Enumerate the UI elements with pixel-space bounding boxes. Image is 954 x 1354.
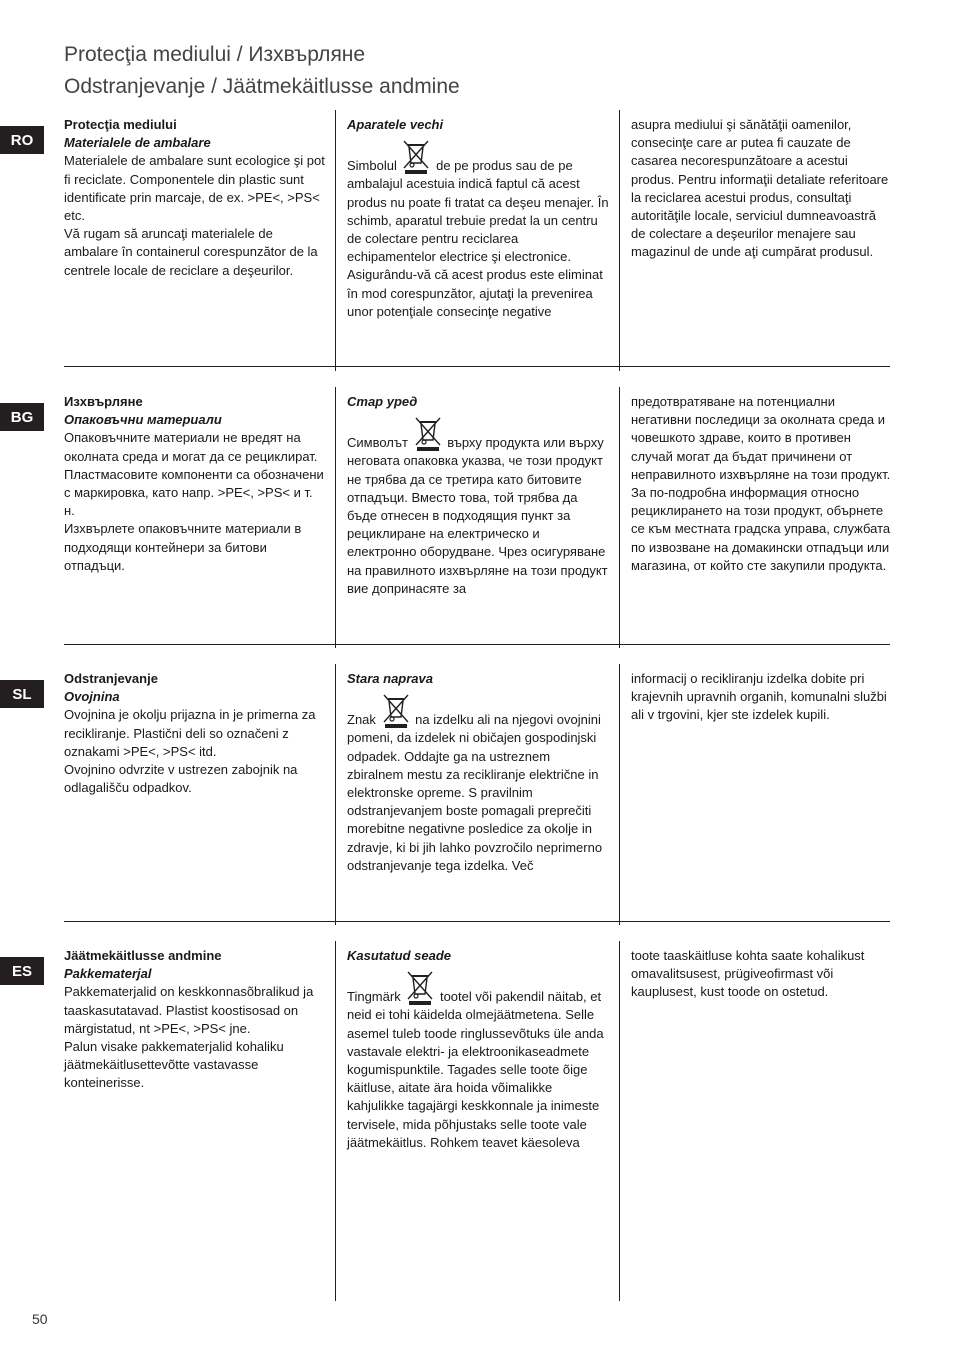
packaging-heading: Pakkematerjal (64, 966, 152, 982)
section-bg (0, 393, 954, 670)
crossed-out-wheelie-bin-icon (413, 415, 443, 451)
old-device-text-before-icon: Символът (347, 435, 408, 451)
continuation-paragraph: предотвратяване на потенциални негативни последици за околната среда и човешкото здраве, които в противен случай могат да бъдат причинени от неправилното изхвърляне на този продукт. За по-подробна информация относно рециклирането на този продукт, обърнете се към местната градска управа, службата по извозване на домакински отпадъци или магазина, от който сте закупили продукта. (631, 394, 891, 573)
section-ro (0, 116, 954, 393)
packaging-paragraph: Vă rugam să aruncaţi materialele de ambalare în containerul corespunzător de la centrele locale de reciclare a deşeurilor. (64, 226, 318, 278)
section-divider (64, 921, 890, 922)
old-device-paragraph (347, 969, 609, 1152)
old-device-heading: Stara naprava (347, 671, 433, 686)
old-device-column (347, 947, 609, 1152)
language-tab-bg: BG (0, 403, 44, 431)
section-title: Odstranjevanje (64, 671, 158, 686)
old-device-heading: Kasutatud seade (347, 948, 452, 963)
old-device-text-after-icon: de pe produs sau de pe ambalajul acestuia indică faptul că acest produs nu poate fi tratat ca deşeu menajer. În schimb, aparatul trebuie predat la un centru de colectare pentru reciclarea echipamentelor electrice şi electronice. Asigurându-vă că acest produs este eliminat în mod corespunzător, ajutaţi la prevenirea unor potenţiale consecinţe negative (347, 158, 609, 319)
packaging-paragraph: Pakkematerjalid on keskkonnasõbralikud ja taaskasutatavad. Plastist koostisosad on märgistatud, nt >PE<, >PS< jne. (64, 984, 314, 1036)
old-device-text-after-icon: tootel või pakendil näitab, et neid ei tohi käidelda olmejäätmetena. Selle asemel tuleb toode ringlussevõtuks üle anda vastavale elektri- ja elektroonikaseadmete kogumispunktile. Tagades selle toote õige käitluse, aitate ära hoida võimalikke kahjulikke tagajärgi keskkonnale ja inimeste tervisele, mida põhjustaks selle toote vale jäätmekäitlus. Rohkem teavet käesoleva (347, 989, 604, 1150)
page-title-line-1: Protecţia mediului / Изхвърляне (64, 43, 366, 66)
old-device-text-after-icon: na izdelku ali na njegovi ovojnini pomeni, da izdelek ni običajen gospodinjski odpadek. Oddajte ga na ustreznem zbiralnem mestu za recikliranje električne in elektronske opreme. S pravilnim odstranjevanjem boste pomagali preprečiti morebitne negativne posledice za okolje in zdravje, ki bi jih lahko povzročilo neprimerno odstranjevanje tega izdelka. Več (347, 712, 603, 873)
packaging-column (64, 116, 326, 280)
old-device-heading: Стар уред (347, 394, 418, 409)
old-device-paragraph (347, 415, 609, 598)
old-device-text-after-icon: върху продукта или върху неговата опаковка указва, че този продукт не трябва да се третира като битовите отпадъци. Вместо това, той трябва да бъде отнесен в подходящия пункт за рециклиране на електрическо и електронно оборудване. Чрез осигуряване на правилното изхвърляне на този продукт вие допринасяте за (347, 435, 608, 596)
page-number: 50 (32, 1311, 48, 1327)
crossed-out-wheelie-bin-icon (405, 969, 435, 1005)
packaging-paragraph: Ovojnino odvrzite v ustrezen zabojnik na odlagališču odpadkov. (64, 762, 298, 796)
packaging-heading: Опаковъчни материали (64, 412, 222, 428)
packaging-paragraph: Materialele de ambalare sunt ecologice şi pot fi reciclate. Componentele din plastic sunt identificate prin marcaje, de ex. >PE<, >PS< etc. (64, 153, 325, 224)
column-divider (335, 941, 336, 1301)
language-tab-ro: RO (0, 126, 44, 154)
section-sl (0, 670, 954, 947)
column-divider (619, 664, 620, 925)
continuation-paragraph: informacij o recikliranju izdelka dobite pri krajevnih upravnih organih, komunalni službi ali v trgovini, kjer ste izdelek kupili. (631, 671, 887, 723)
column-divider (619, 941, 620, 1301)
section-title: Protecţia mediului (64, 117, 177, 132)
crossed-out-wheelie-bin-icon (381, 692, 411, 728)
section-divider (64, 366, 890, 367)
language-tab-es: ES (0, 957, 44, 985)
continuation-column (631, 670, 893, 725)
continuation-column (631, 393, 893, 575)
packaging-paragraph: Изхвърлете опаковъчните материали в подходящи контейнери за битови отпадъци. (64, 521, 302, 573)
column-divider (335, 387, 336, 648)
packaging-paragraph: Ovojnina je okolju prijazna in je primerna za recikliranje. Plastični deli so označeni z oznakami >PE<, >PS< itd. (64, 707, 316, 759)
packaging-column (64, 670, 326, 797)
old-device-paragraph (347, 138, 609, 321)
section-title: Jäätmekäitlusse andmine (64, 948, 222, 963)
section-title: Изхвърляне (64, 394, 143, 409)
continuation-column (631, 116, 893, 262)
continuation-paragraph: toote taaskäitluse kohta saate kohalikust omavalitsusest, prügiveofirmast või kauplusest, kust toode on ostetud. (631, 948, 865, 1000)
column-divider (335, 664, 336, 925)
language-tab-sl: SL (0, 680, 44, 708)
column-divider (619, 387, 620, 648)
old-device-heading: Aparatele vechi (347, 117, 444, 132)
column-divider (619, 110, 620, 371)
old-device-paragraph (347, 692, 609, 875)
old-device-column (347, 670, 609, 875)
old-device-text-before-icon: Tingmärk (347, 989, 401, 1005)
page-title-line-2: Odstranjevanje / Jäätmekäitlusse andmine (64, 75, 460, 98)
column-divider (335, 110, 336, 371)
old-device-column (347, 116, 609, 321)
packaging-paragraph: Palun visake pakkematerjalid kohaliku jäätmekäitlusettevõtte vastavasse konteinerisse. (64, 1039, 284, 1091)
continuation-column (631, 947, 893, 1002)
packaging-paragraph: Опаковъчните материали не вредят на околната среда и могат да се рециклират. Пластмасовите компоненти са обозначени с маркировка, като напр. >PE<, >PS< и т. н. (64, 430, 324, 519)
old-device-text-before-icon: Simbolul (347, 158, 397, 174)
old-device-text-before-icon: Znak (347, 712, 376, 728)
packaging-column (64, 947, 326, 1093)
packaging-heading: Materialele de ambalare (64, 135, 211, 151)
section-es (0, 947, 954, 1287)
old-device-column (347, 393, 609, 598)
continuation-paragraph: asupra mediului şi sănătăţii oamenilor, consecinţe care ar putea fi cauzate de casarea necorespunzătoare a acestui produs. Pentru informaţii detaliate referitoare la reciclarea acestui produs, consultaţi autorităţile locale, serviciul dumneavoastră de colectare a deşeurilor menajere sau magazinul de unde aţi cumpărat produsul. (631, 117, 889, 260)
packaging-column (64, 393, 326, 575)
packaging-heading: Ovojnina (64, 689, 120, 705)
section-divider (64, 644, 890, 645)
crossed-out-wheelie-bin-icon (401, 138, 431, 174)
